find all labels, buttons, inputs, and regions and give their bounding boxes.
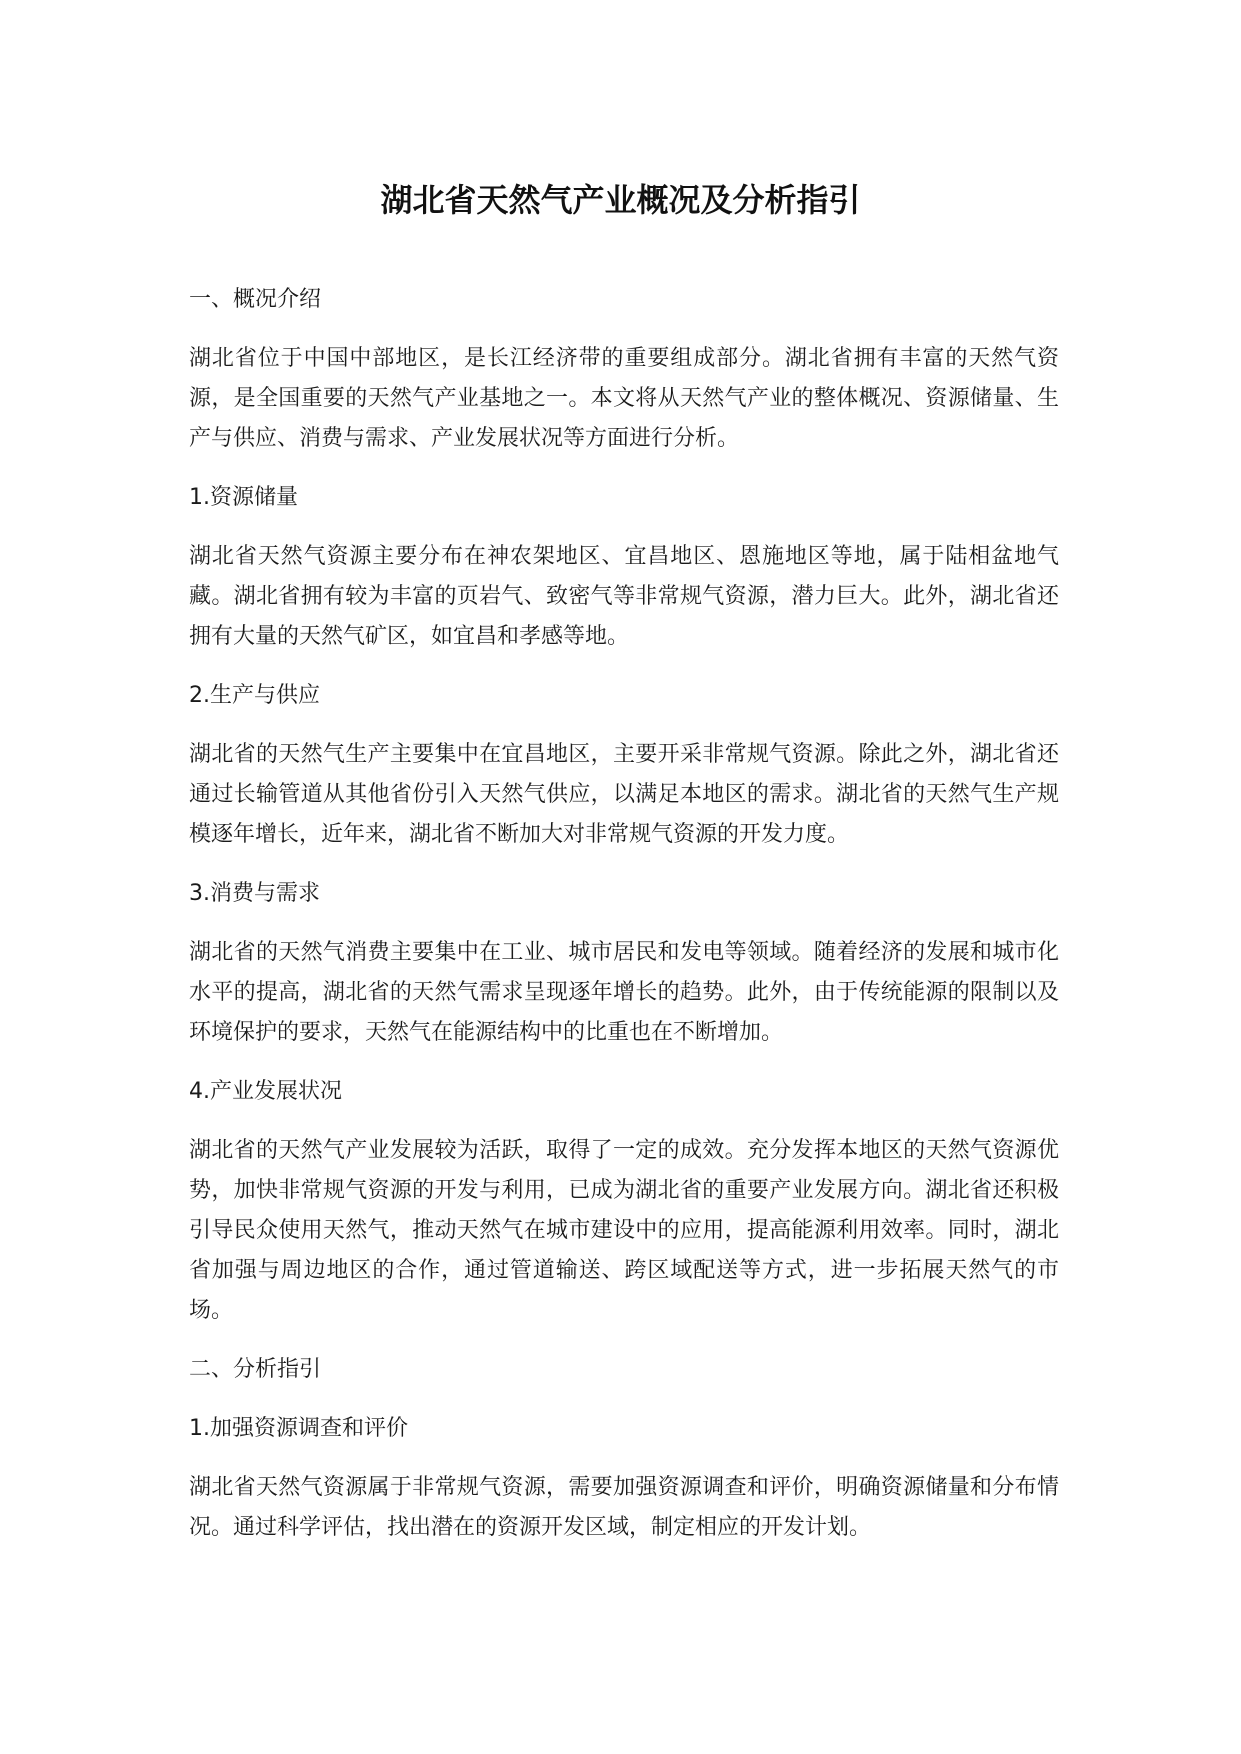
section-heading-survey: 1.加强资源调查和评价 (189, 1416, 408, 1441)
section-heading-consumption: 3.消费与需求 (189, 881, 320, 906)
section-heading-industry: 4.产业发展状况 (189, 1079, 342, 1104)
document-title: 湖北省天然气产业概况及分析指引 (380, 181, 861, 219)
paragraph-overview: 湖北省位于中国中部地区，是长江经济带的重要组成部分。湖北省拥有丰富的天然气资源，是全国重要的天然气产业基地之一。本文将从天然气产业的整体概况、资源储量、生产与供应、消费与需求、产业发展状况等方面进行分析。 (189, 346, 1059, 451)
paragraph-consumption: 湖北省的天然气消费主要集中在工业、城市居民和发电等领域。随着经济的发展和城市化水平的提高，湖北省的天然气需求呈现逐年增长的趋势。此外，由于传统能源的限制以及环境保护的要求，天然气在能源结构中的比重也在不断增加。 (189, 940, 1059, 1045)
section-heading-guidance: 二、分析指引 (189, 1357, 322, 1382)
section-heading-overview: 一、概况介绍 (189, 287, 322, 312)
document-body (189, 280, 1059, 1567)
section-heading-reserves: 1.资源储量 (189, 485, 298, 510)
paragraph-reserves: 湖北省天然气资源主要分布在神农架地区、宜昌地区、恩施地区等地，属于陆相盆地气藏。湖北省拥有较为丰富的页岩气、致密气等非常规气资源，潜力巨大。此外，湖北省还拥有大量的天然气矿区，如宜昌和孝感等地。 (189, 544, 1059, 649)
paragraph-industry: 湖北省的天然气产业发展较为活跃，取得了一定的成效。充分发挥本地区的天然气资源优势，加快非常规气资源的开发与利用，已成为湖北省的重要产业发展方向。湖北省还积极引导民众使用天然气，推动天然气在城市建设中的应用，提高能源利用效率。同时，湖北省加强与周边地区的合作，通过管道输送、跨区域配送等方式，进一步拓展天然气的市场。 (189, 1138, 1059, 1323)
section-heading-production: 2.生产与供应 (189, 683, 320, 708)
paragraph-production: 湖北省的天然气生产主要集中在宜昌地区，主要开采非常规气资源。除此之外，湖北省还通过长输管道从其他省份引入天然气供应，以满足本地区的需求。湖北省的天然气生产规模逐年增长，近年来，湖北省不断加大对非常规气资源的开发力度。 (189, 742, 1059, 847)
paragraph-survey: 湖北省天然气资源属于非常规气资源，需要加强资源调查和评价，明确资源储量和分布情况。通过科学评估，找出潜在的资源开发区域，制定相应的开发计划。 (189, 1475, 1059, 1540)
